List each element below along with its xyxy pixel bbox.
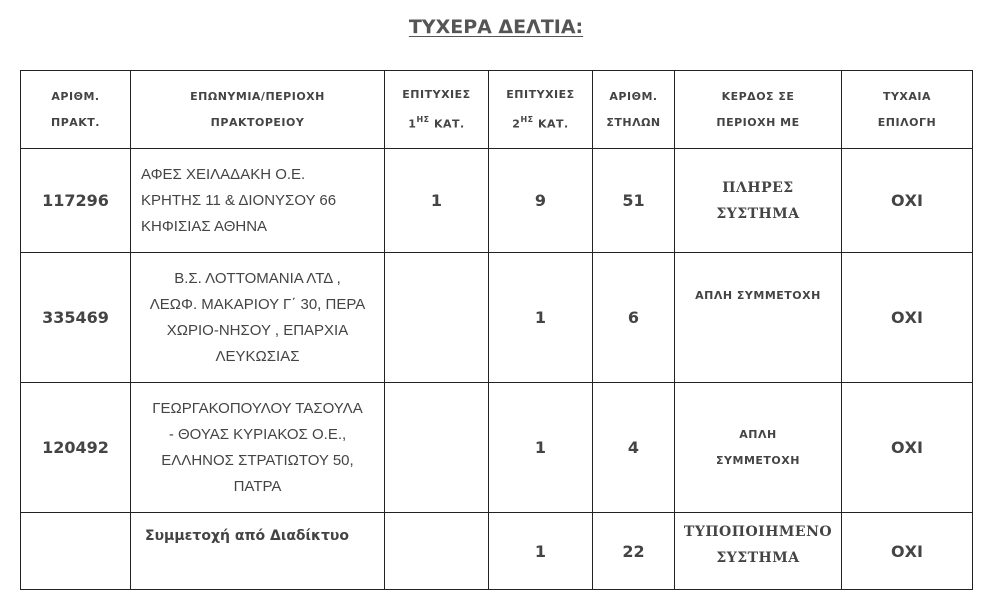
agency-name: ΓΕΩΡΓΑΚΟΠΟΥΛΟΥ ΤΑΣΟΥΛΑ - ΘΟΥΑΣ ΚΥΡΙΑΚΟΣ Ο.Ε., ΕΛΛΗΝΟΣ ΣΤΡΑΤΙΩΤΟΥ 50, ΠΑΤΡΑ [131, 383, 385, 513]
header-row [21, 71, 973, 149]
wins-2nd: 9 [489, 149, 593, 253]
profit-type: ΠΛΗΡΕΣ ΣΥΣΤΗΜΑ [675, 149, 842, 253]
wins-1st [385, 253, 489, 383]
wins-1st [385, 513, 489, 590]
winning-tickets-table [20, 70, 973, 590]
random-pick: ΟΧΙ [842, 253, 973, 383]
wins-2nd: 1 [489, 383, 593, 513]
table-row [21, 253, 973, 383]
random-pick: ΟΧΙ [842, 383, 973, 513]
agency-name: Συμμετοχή από Διαδίκτυο [131, 513, 385, 590]
columns-count: 6 [593, 253, 675, 383]
agency-number: 117296 [21, 149, 131, 253]
agency-number: 335469 [21, 253, 131, 383]
header-agency-name: ΕΠΩΝΥΜΙΑ/ΠΕΡΙΟΧΗ ΠΡΑΚΤΟΡΕΙΟΥ [131, 71, 385, 149]
random-pick: ΟΧΙ [842, 513, 973, 590]
table-row [21, 513, 973, 590]
profit-type: ΑΠΛΗ ΣΥΜΜΕΤΟΧΗ [675, 383, 842, 513]
agency-name: Β.Σ. ΛΟΤΤΟΜΑΝΙΑ ΛΤΔ , ΛΕΩΦ. ΜΑΚΑΡΙΟΥ Γ΄ 30, ΠΕΡΑ ΧΩΡΙΟ-ΝΗΣΟΥ , ΕΠΑΡΧΙΑ ΛΕΥΚΩΣΙΑΣ [131, 253, 385, 383]
wins-2nd: 1 [489, 513, 593, 590]
header-profit: ΚΕΡΔΟΣ ΣΕ ΠΕΡΙΟΧΗ ΜΕ [675, 71, 842, 149]
columns-count: 22 [593, 513, 675, 590]
agency-number [21, 513, 131, 590]
columns-count: 51 [593, 149, 675, 253]
header-agency-no: ΑΡΙΘΜ. ΠΡΑΚΤ. [21, 71, 131, 149]
header-columns: ΑΡΙΘΜ. ΣΤΗΛΩΝ [593, 71, 675, 149]
wins-2nd: 1 [489, 253, 593, 383]
profit-type: ΤΥΠΟΠΟΙΗΜΕΝΟ ΣΥΣΤΗΜΑ [675, 513, 842, 590]
wins-1st [385, 383, 489, 513]
table-row [21, 149, 973, 253]
agency-name: ΑΦΕΣ ΧΕΙΛΑΔΑΚΗ Ο.Ε. ΚΡΗΤΗΣ 11 & ΔΙΟΝΥΣΟΥ 66 ΚΗΦΙΣΙΑΣ ΑΘΗΝΑ [131, 149, 385, 253]
header-wins-2nd: ΕΠΙΤΥΧΙΕΣ $2^{H\Sigma}$ ΚΑΤ. [489, 71, 593, 149]
table-row [21, 383, 973, 513]
header-wins-1st: ΕΠΙΤΥΧΙΕΣ $1^{H\Sigma}$ ΚΑΤ. [385, 71, 489, 149]
random-pick: ΟΧΙ [842, 149, 973, 253]
page-title: ΤΥΧΕΡΑ ΔΕΛΤΙΑ: [408, 16, 584, 38]
profit-type: ΑΠΛΗ ΣΥΜΜΕΤΟΧΗ [675, 253, 842, 383]
wins-1st: 1 [385, 149, 489, 253]
columns-count: 4 [593, 383, 675, 513]
agency-number: 120492 [21, 383, 131, 513]
header-random: ΤΥΧΑΙΑ ΕΠΙΛΟΓΗ [842, 71, 973, 149]
